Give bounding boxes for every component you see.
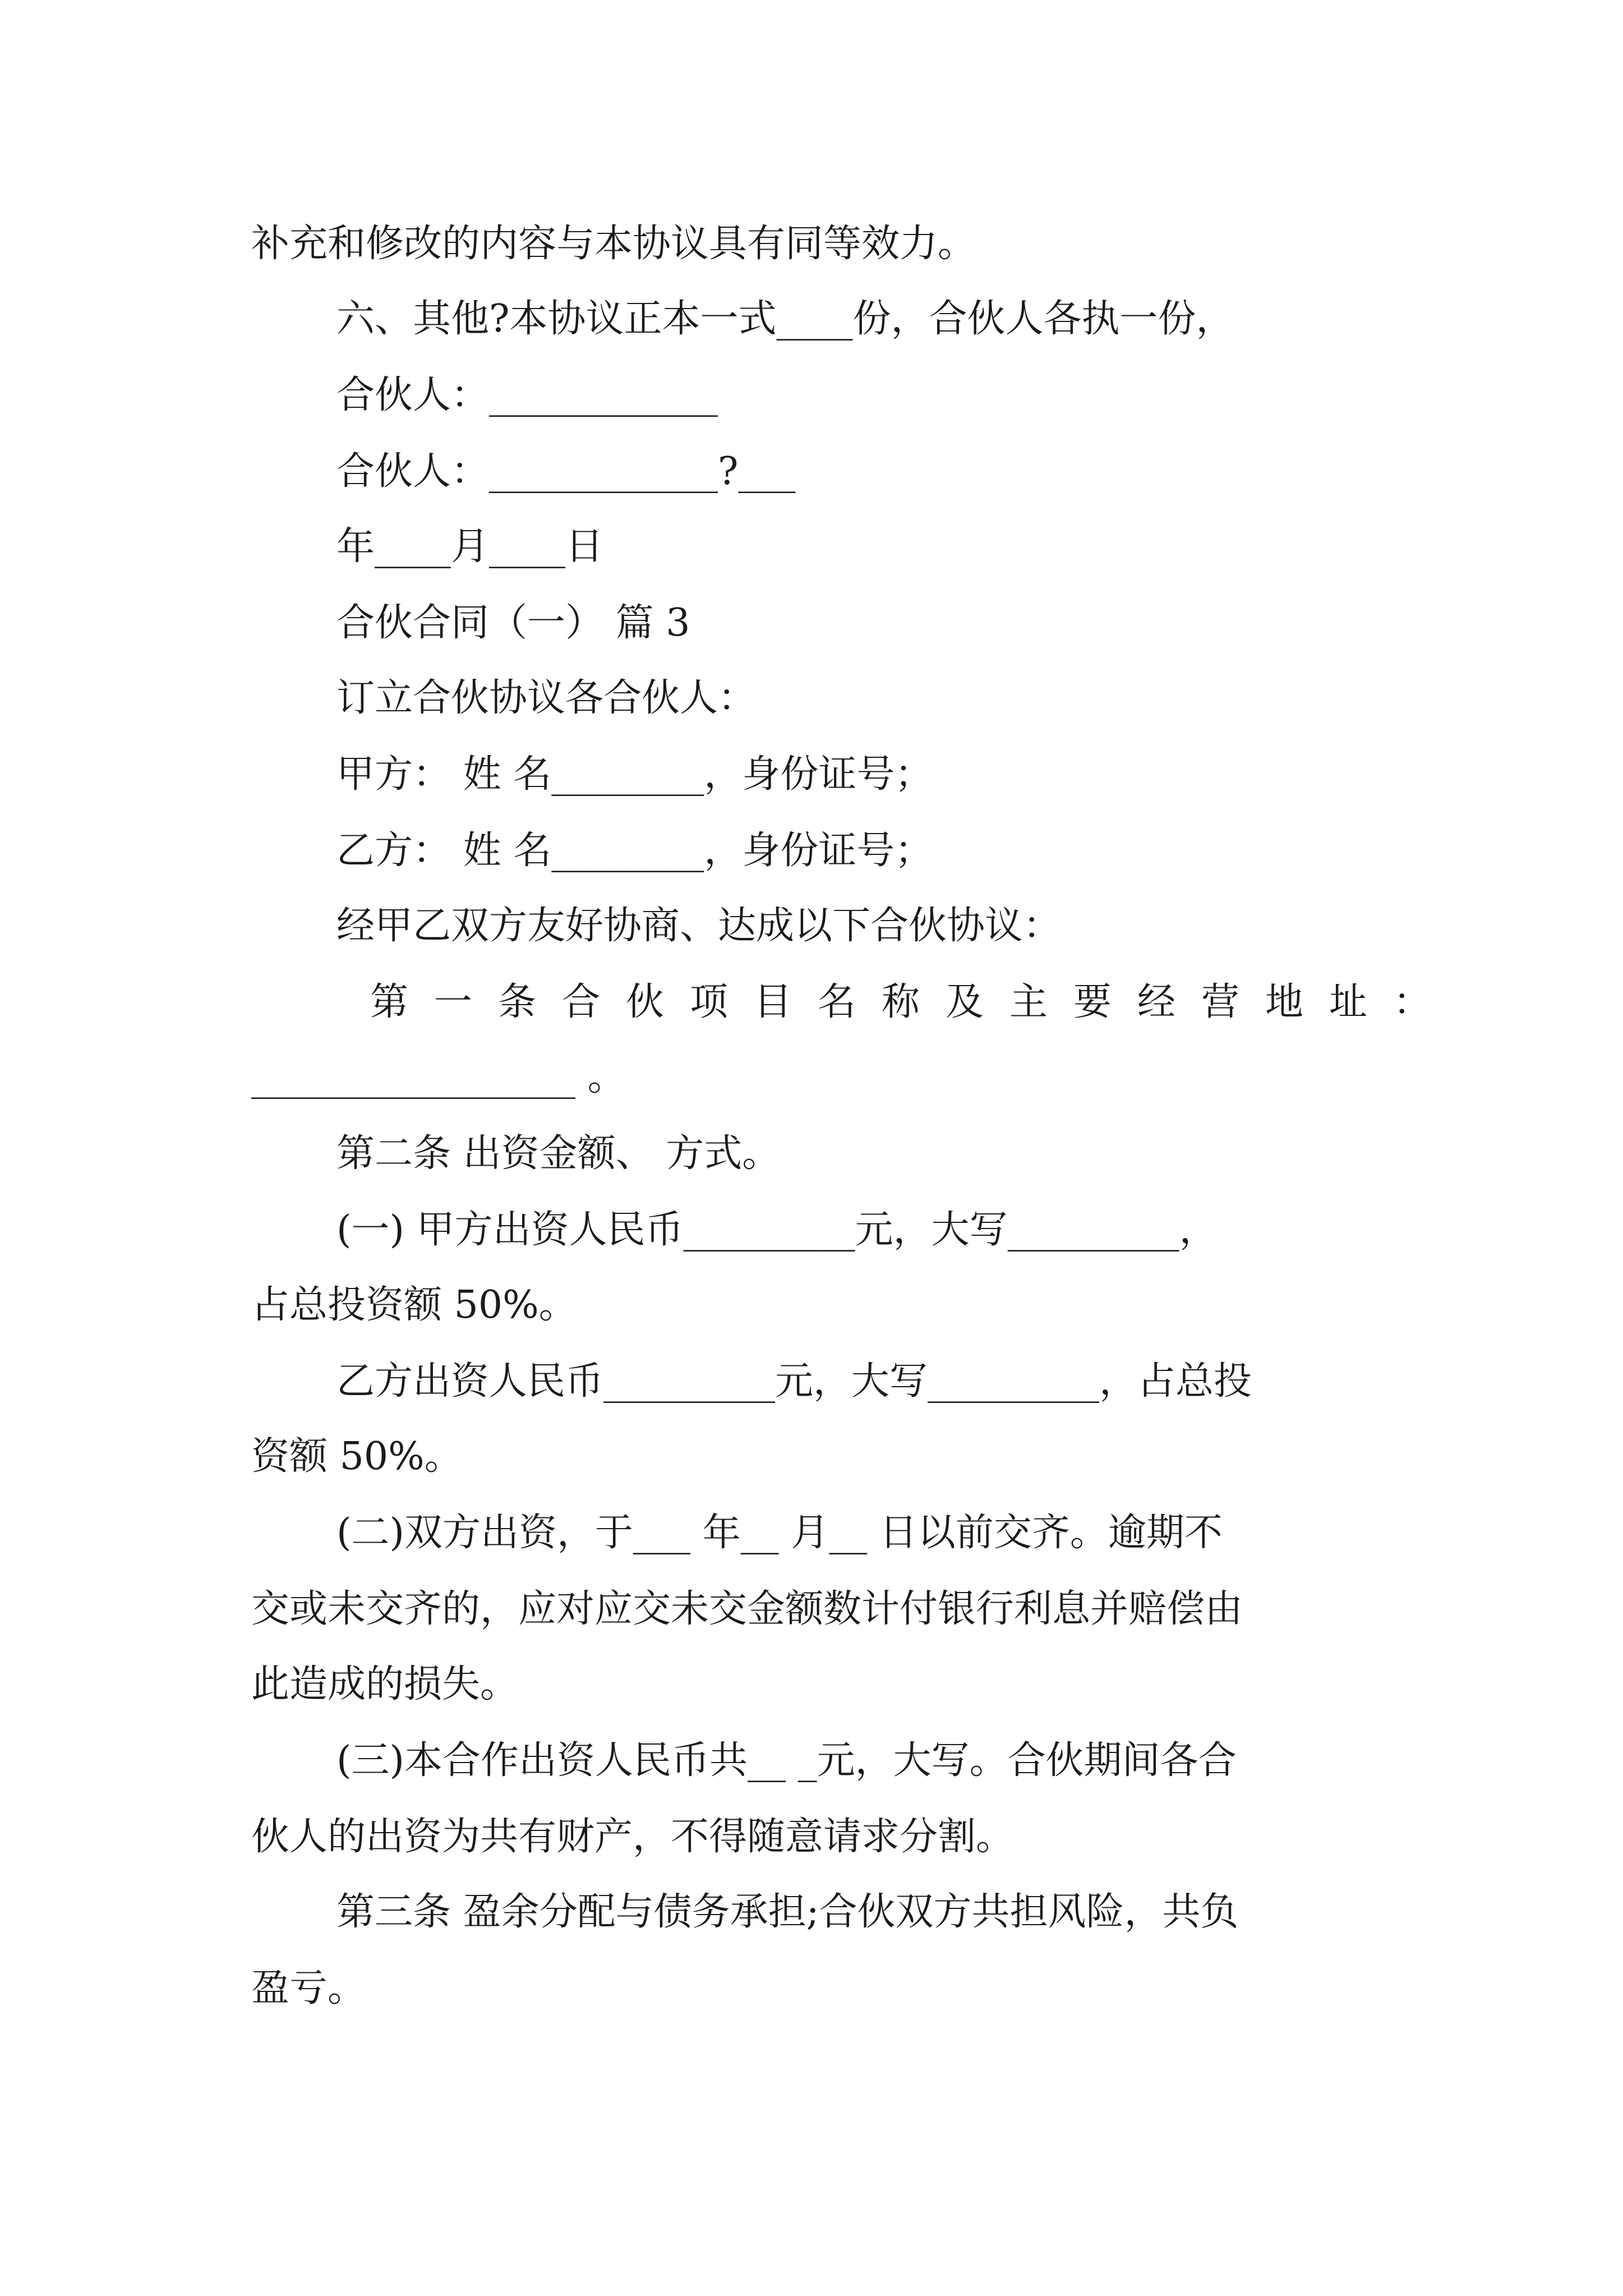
text-line: 订立合伙协议各合伙人：	[336, 676, 757, 720]
text-line: 六、其他?本协议正本一式____份，合伙人各执一份，	[336, 297, 1234, 341]
text-line: 补充和修改的内容与本协议具有同等效力。	[251, 222, 976, 266]
text-line: 甲方： 姓 名________，身份证号；	[336, 752, 933, 797]
section-heading: 合伙合同（一） 篇 3	[336, 601, 690, 645]
text-line: 合伙人：____________?___	[336, 449, 796, 494]
article-heading: 第三条 盈余分配与债务承担;合伙双方共担风险，共负	[336, 1890, 1239, 1934]
text-line: 乙方出资人民币_________元，大写_________，占总投	[336, 1359, 1252, 1404]
text-line: 伙人的出资为共有财产，不得随意请求分割。	[251, 1815, 1015, 1859]
text-line: (三)本合作出资人民币共__ _元，大写。合伙期间各合	[336, 1738, 1237, 1783]
text-line: (二)双方出资，于___ 年__ 月__ 日以前交齐。逾期不	[336, 1511, 1223, 1555]
text-line: 合伙人：____________	[336, 373, 718, 417]
text-line: _________________ 。	[251, 1055, 626, 1099]
text-line: 资额 50%。	[251, 1434, 463, 1479]
text-line: 乙方： 姓 名________，身份证号；	[336, 829, 933, 873]
article-heading: 第一条合伙项目名称及主要经营地址：	[370, 980, 1458, 1024]
article-heading: 第二条 出资金额、 方式。	[336, 1131, 781, 1176]
text-line: 占总投资额 50%。	[251, 1283, 577, 1327]
text-line: 年____月____日	[336, 524, 604, 569]
text-line: 此造成的损失。	[251, 1662, 519, 1706]
text-line: 交或未交齐的，应对应交未交金额数计付银行利息并赔偿由	[251, 1587, 1243, 1631]
text-line: 盈亏。	[251, 1966, 366, 2010]
text-line: (一) 甲方出资人民币_________元，大写_________，	[336, 1208, 1218, 1252]
text-line: 经甲乙双方友好协商、达成以下合伙协议：	[336, 904, 1062, 948]
